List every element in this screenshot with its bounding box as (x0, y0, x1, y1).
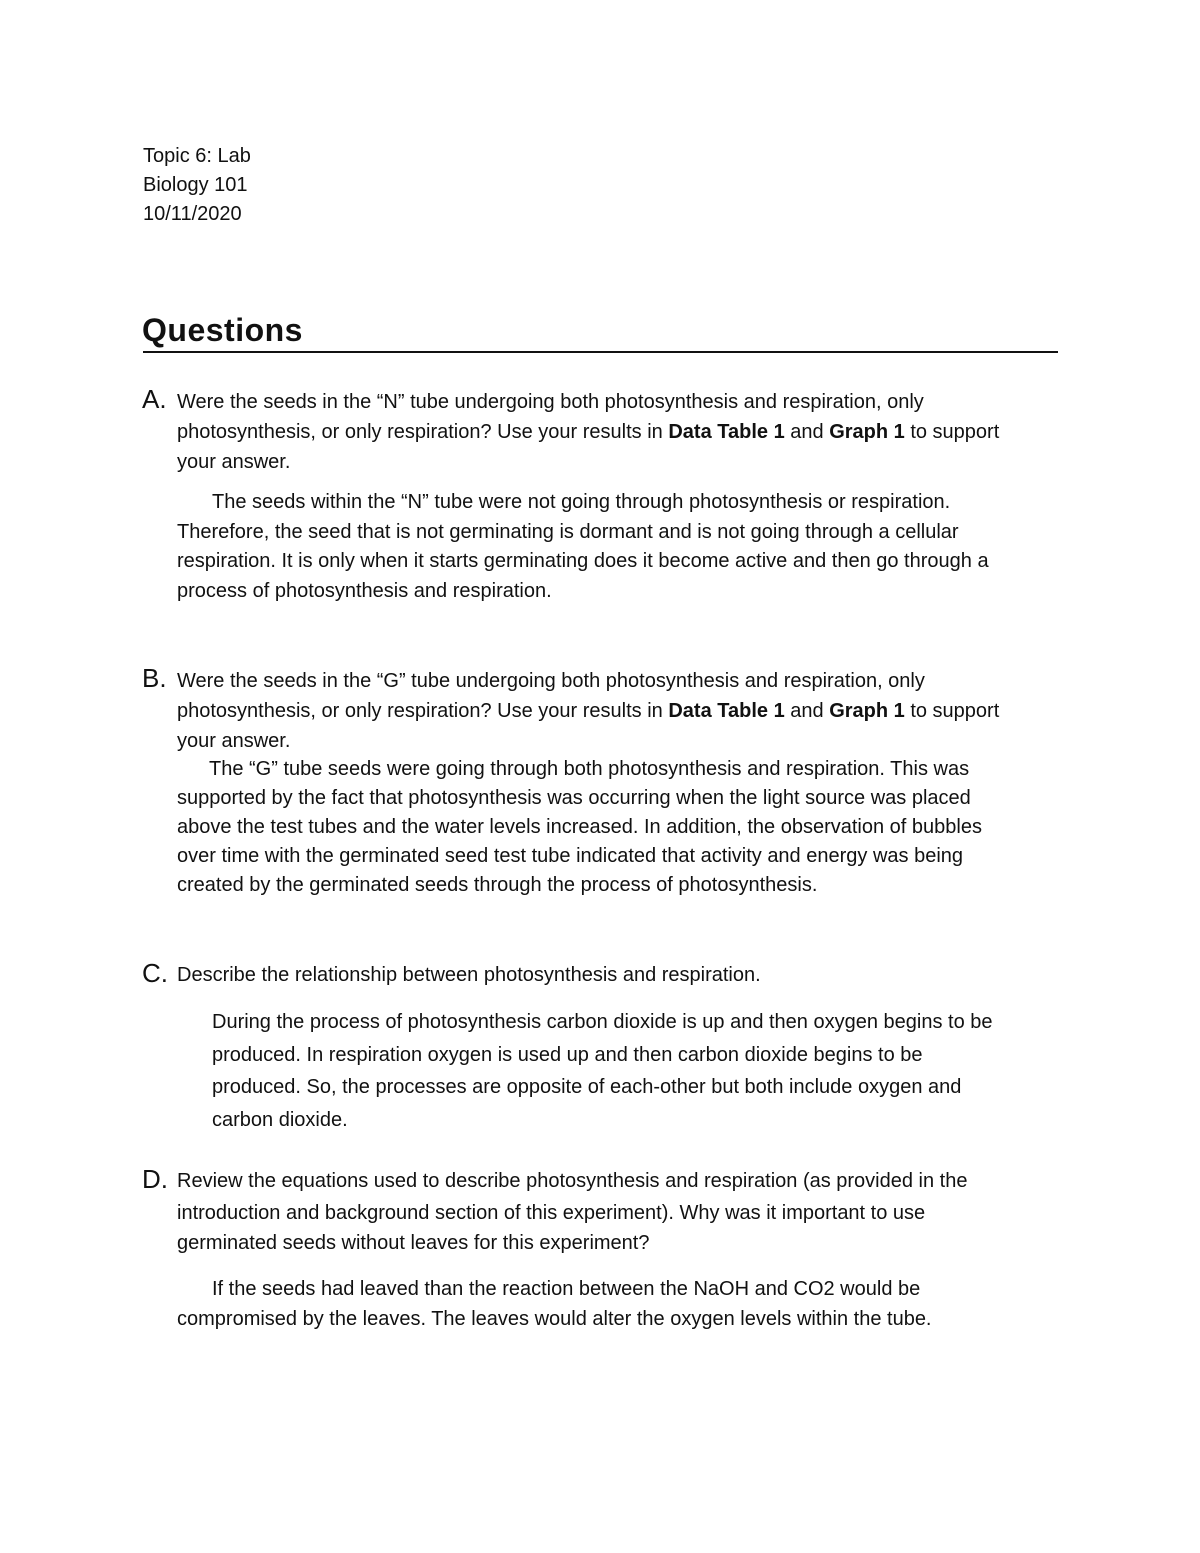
answer-a-line-1: The seeds within the “N” tube were not going through photosynthesis or respiration. (212, 491, 951, 513)
question-d-line-1: Review the equations used to describe photosynthesis and respiration (as provided in the (177, 1170, 968, 1192)
answer-d (177, 1275, 932, 1334)
answer-a-line-4: process of photosynthesis and respiration. (177, 579, 552, 602)
question-a-line (177, 447, 1067, 478)
answer-c-line-3: produced. So, the processes are opposite of each-other but both include oxygen and (212, 1076, 962, 1098)
document-header (143, 142, 251, 229)
question-c-line (177, 961, 1067, 990)
question-b-line-2-pre: photosynthesis, or only respiration? Use your results in (177, 700, 669, 722)
answer-a-line-3: respiration. It is only when it starts germinating does it become active and then go through a (177, 550, 989, 572)
question-c-text (177, 961, 1067, 990)
question-d-line (177, 1228, 1067, 1258)
question-b-text (177, 666, 1067, 757)
question-a-line-2-post: to support (904, 421, 1000, 443)
question-b-bold-graph: Graph 1 (829, 700, 905, 722)
answer-b-line-1: The “G” tube seeds were going through both photosynthesis and respiration. This was (209, 758, 970, 780)
question-b-letter: B. (142, 663, 167, 693)
header-course: Biology 101 (143, 174, 248, 196)
question-d-line (177, 1198, 1067, 1228)
answer-b-line-4: over time with the germinated seed test tube indicated that activity and energy was being (177, 845, 964, 867)
question-c-line-1: Describe the relationship between photosynthesis and respiration. (177, 964, 761, 986)
answer-a (177, 488, 989, 606)
question-a-bold-data-table: Data Table 1 (668, 421, 785, 443)
question-b-line (177, 726, 1067, 757)
section-title: Questions (142, 312, 303, 348)
title-divider (143, 351, 1058, 353)
question-d-line (177, 1164, 1067, 1198)
question-a-line (177, 387, 1067, 418)
question-b-line-3: your answer. (177, 730, 291, 752)
question-d-letter: D. (142, 1164, 168, 1194)
answer-c-line-4: carbon dioxide. (212, 1108, 348, 1131)
header-topic: Topic 6: Lab (143, 145, 251, 167)
answer-b-line-3: above the test tubes and the water levels increased. In addition, the observation of bubbles (177, 816, 982, 838)
answer-d-line-1: If the seeds had leaved than the reaction between the NaOH and CO2 would be (212, 1278, 921, 1300)
answer-c-line-2: produced. In respiration oxygen is used up and then carbon dioxide begins to be (212, 1043, 923, 1066)
question-d-line-2: introduction and background section of this experiment). Why was it important to use (177, 1202, 926, 1224)
answer-a-line-2: Therefore, the seed that is not germinating is dormant and is not going through a cellular (177, 520, 959, 543)
header-date: 10/11/2020 (143, 203, 242, 225)
question-b-line-1: Were the seeds in the “G” tube undergoing both photosynthesis and respiration, only (177, 670, 925, 692)
question-b-line-2-post: to support (904, 700, 1000, 722)
question-d-text (177, 1164, 1067, 1258)
question-a-line-2-mid: and (784, 421, 830, 443)
question-a-line-1: Were the seeds in the “N” tube undergoing both photosynthesis and respiration, only (177, 391, 924, 413)
question-a-bold-graph: Graph 1 (829, 421, 905, 443)
answer-b-line-2: supported by the fact that photosynthesis was occurring when the light source was placed (177, 787, 971, 809)
question-a-line-2-pre: photosynthesis, or only respiration? Use your results in (177, 421, 669, 443)
answer-c (212, 1006, 993, 1136)
question-d-line-3: germinated seeds without leaves for this experiment? (177, 1232, 650, 1254)
question-a-line-3: your answer. (177, 451, 291, 473)
question-b-line (177, 666, 1067, 697)
answer-c-line-1: During the process of photosynthesis carbon dioxide is up and then oxygen begins to be (212, 1011, 993, 1033)
question-c-letter: C. (142, 958, 168, 988)
question-a-letter: A. (142, 384, 167, 414)
answer-b-line-5: created by the germinated seeds through the process of photosynthesis. (177, 874, 818, 896)
answer-d-line-2: compromised by the leaves. The leaves would alter the oxygen levels within the tube. (177, 1307, 932, 1330)
question-a-text (177, 387, 1067, 478)
question-b-line-2-mid: and (784, 700, 830, 722)
question-a-line (177, 418, 1067, 447)
answer-b (177, 755, 982, 900)
question-b-bold-data-table: Data Table 1 (668, 700, 785, 722)
question-b-line (177, 697, 1067, 726)
